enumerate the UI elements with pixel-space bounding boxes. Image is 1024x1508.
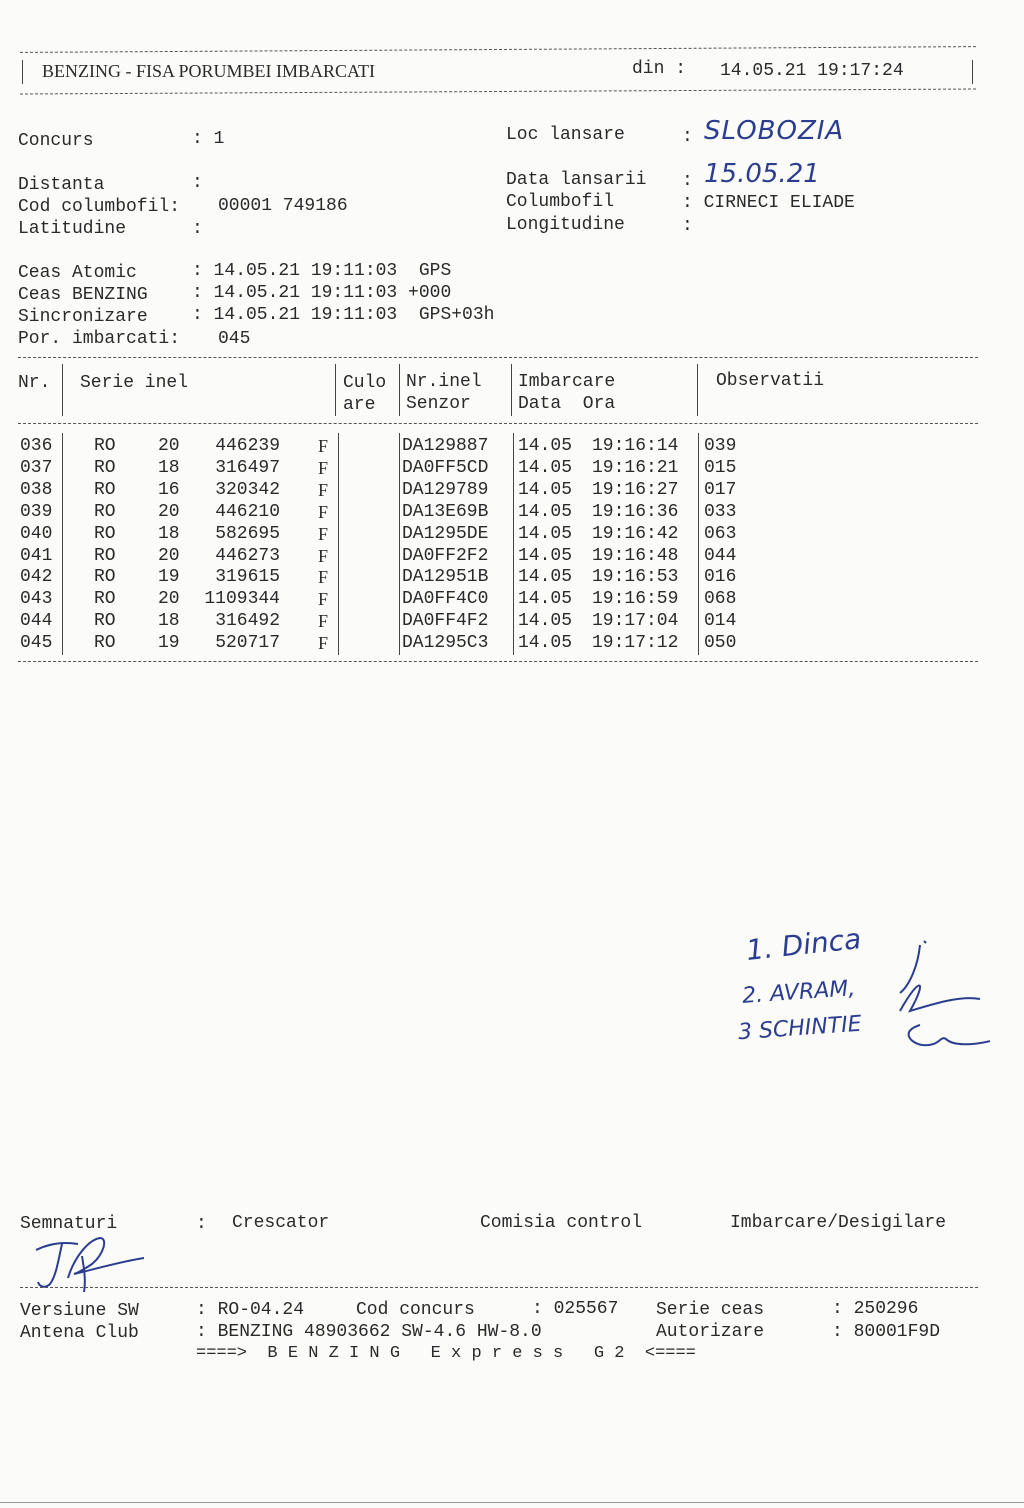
cell-obs: 033	[704, 501, 737, 522]
cell-nr: 045	[20, 633, 53, 654]
col-header-nr: Nr.	[18, 373, 51, 393]
cell-ring: 582695	[215, 523, 280, 544]
cell-sensor: DA12951B	[402, 567, 489, 588]
handwritten-note-2: 2. AVRAM,	[741, 976, 857, 1009]
cell-nr: 036	[20, 436, 53, 456]
cell-year: 19	[158, 567, 180, 588]
table-row	[0, 479, 1024, 501]
cell-date: 14.05	[518, 567, 573, 588]
col-header-imbarcare-2: Data Ora	[518, 394, 616, 414]
cell-time: 19:16:21	[592, 457, 679, 478]
table-row	[0, 566, 1024, 588]
cell-nr: 037	[20, 457, 53, 478]
longitudine-colon: :	[682, 216, 693, 236]
signature-imbarcare-label: Imbarcare/Desigilare	[730, 1213, 947, 1233]
cell-sex: F	[318, 501, 329, 522]
versiune-sw-label: Versiune SW	[20, 1301, 139, 1321]
cell-country: RO	[94, 567, 116, 588]
cell-date: 14.05	[518, 457, 573, 478]
cell-sensor: DA129887	[402, 436, 489, 456]
cell-nr: 040	[20, 523, 53, 544]
table-row	[0, 435, 1024, 457]
por-imbarcati-label: Por. imbarcati:	[18, 329, 181, 349]
col-divider-1	[62, 364, 63, 416]
handwritten-note-3: 3 SCHINTIE	[737, 1011, 863, 1046]
cell-year: 19	[158, 633, 180, 654]
latitudine-colon: :	[192, 219, 203, 239]
header-datetime: 14.05.21 19:17:24	[720, 61, 904, 81]
latitudine-label: Latitudine	[18, 219, 127, 239]
cell-sex: F	[318, 589, 329, 610]
data-lansarii-handwritten: 15.05.21	[704, 159, 820, 189]
table-bottom-border	[18, 661, 978, 662]
col-divider-4	[511, 364, 512, 416]
cell-sex: F	[318, 523, 329, 544]
cod-columbofil-label: Cod columbofil:	[18, 197, 181, 217]
cell-date: 14.05	[518, 611, 573, 632]
columbofil-value: : CIRNECI ELIADE	[682, 193, 855, 213]
cell-nr: 038	[20, 479, 53, 500]
cell-time: 19:17:12	[592, 633, 679, 654]
cell-country: RO	[94, 545, 116, 566]
cell-country: RO	[94, 589, 116, 610]
cell-sex: F	[318, 567, 329, 588]
cell-sex: F	[318, 633, 329, 654]
cell-year: 18	[158, 611, 180, 632]
header-top-border	[20, 46, 976, 53]
longitudine-label: Longitudine	[506, 215, 625, 235]
cell-year: 16	[158, 479, 180, 500]
autorizare-label: Autorizare	[656, 1322, 765, 1342]
cell-obs: 063	[704, 523, 737, 544]
table-row	[0, 501, 1024, 523]
ceas-benzing-label: Ceas BENZING	[18, 285, 148, 305]
columbofil-label: Columbofil	[506, 192, 615, 212]
cell-ring: 446239	[215, 436, 280, 456]
ceas-atomic-label: Ceas Atomic	[18, 263, 137, 283]
col-divider-5	[697, 364, 698, 416]
ceas-atomic-value: : 14.05.21 19:11:03 GPS	[192, 261, 452, 281]
cell-obs: 039	[704, 436, 737, 456]
loc-lansare-label: Loc lansare	[506, 125, 625, 145]
header-bottom-border	[20, 88, 976, 94]
cell-country: RO	[94, 457, 116, 478]
table-header-separator	[18, 423, 978, 424]
autorizare-value: : 80001F9D	[832, 1322, 941, 1342]
header-din-label: din :	[632, 59, 687, 79]
cell-year: 18	[158, 457, 180, 478]
distanta-colon: :	[192, 173, 203, 193]
cell-sensor: DA129789	[402, 479, 489, 500]
loc-lansare-handwritten: SLOBOZIA	[704, 116, 845, 146]
cell-time: 19:16:59	[592, 589, 679, 610]
serie-ceas-value: : 250296	[832, 1299, 919, 1319]
cell-country: RO	[94, 436, 116, 456]
cell-sensor: DA0FF5CD	[402, 457, 489, 478]
table-row	[0, 610, 1024, 632]
table-row	[0, 545, 1024, 567]
semnaturi-label: Semnaturi	[20, 1214, 118, 1234]
versiune-sw-value: : RO-04.24	[196, 1300, 305, 1320]
cell-ring: 316497	[215, 457, 280, 478]
col-header-observatii: Observatii	[716, 371, 825, 391]
table-row	[0, 457, 1024, 479]
antena-club-label: Antena Club	[20, 1323, 139, 1343]
cell-sensor: DA0FF2F2	[402, 545, 489, 566]
ceas-benzing-value: : 14.05.21 19:11:03 +000	[192, 283, 452, 303]
cell-year: 20	[158, 589, 180, 610]
cell-date: 14.05	[518, 501, 573, 522]
cell-sensor: DA13E69B	[402, 501, 489, 522]
col-divider-3	[399, 364, 400, 416]
cell-country: RO	[94, 611, 116, 632]
cell-year: 20	[158, 501, 180, 522]
signature-comisia-label: Comisia control	[480, 1213, 643, 1233]
col-divider-2	[335, 364, 336, 416]
cell-ring: 320342	[215, 479, 280, 500]
cell-nr: 043	[20, 589, 53, 610]
cell-ring: 319615	[215, 567, 280, 588]
table-row	[0, 523, 1024, 545]
signature-crescator-label: Crescator	[232, 1213, 330, 1233]
cod-columbofil-value: 00001 749186	[218, 196, 348, 216]
distanta-label: Distanta	[18, 175, 105, 195]
cell-ring: 1109344	[204, 589, 280, 610]
cell-sex: F	[318, 479, 329, 500]
cell-country: RO	[94, 633, 116, 654]
header-left-border	[22, 60, 23, 84]
loc-lansare-colon: :	[682, 127, 693, 147]
cell-nr: 039	[20, 501, 53, 522]
page-bottom-edge	[0, 1502, 1024, 1503]
cod-concurs-label: Cod concurs	[356, 1300, 475, 1320]
concurs-value: : 1	[192, 129, 225, 149]
antena-club-value: : BENZING 48903662 SW-4.6 HW-8.0	[196, 1322, 542, 1342]
cell-time: 19:17:04	[592, 611, 679, 632]
col-header-culoare-1: Culo	[343, 373, 387, 393]
sincronizare-value: : 14.05.21 19:11:03 GPS+03h	[192, 305, 495, 325]
cell-obs: 050	[704, 633, 737, 654]
cell-year: 20	[158, 436, 180, 456]
cell-obs: 014	[704, 611, 737, 632]
signature-marks-notes	[880, 935, 990, 1055]
cod-concurs-value: : 025567	[532, 1299, 619, 1319]
header-right-border	[972, 60, 973, 84]
cell-nr: 041	[20, 545, 53, 566]
cell-sensor: DA1295C3	[402, 633, 489, 654]
cell-sensor: DA0FF4F2	[402, 611, 489, 632]
cell-nr: 042	[20, 567, 53, 588]
cell-ring: 446273	[215, 545, 280, 566]
cell-sex: F	[318, 545, 329, 566]
cell-sensor: DA1295DE	[402, 523, 489, 544]
cell-sensor: DA0FF4C0	[402, 589, 489, 610]
cell-country: RO	[94, 501, 116, 522]
data-lansarii-colon: :	[682, 171, 693, 191]
cell-time: 19:16:42	[592, 523, 679, 544]
cell-sex: F	[318, 611, 329, 632]
cell-ring: 316492	[215, 611, 280, 632]
cell-date: 14.05	[518, 633, 573, 654]
cell-year: 20	[158, 545, 180, 566]
document-title: BENZING - FISA PORUMBEI IMBARCATI	[42, 61, 376, 81]
cell-year: 18	[158, 523, 180, 544]
table-row	[0, 588, 1024, 610]
cell-nr: 044	[20, 611, 53, 632]
cell-obs: 016	[704, 567, 737, 588]
cell-ring: 446210	[215, 501, 280, 522]
serie-ceas-label: Serie ceas	[656, 1300, 765, 1320]
cell-obs: 068	[704, 589, 737, 610]
col-header-nrinel-1: Nr.inel	[406, 372, 482, 392]
table-top-border	[18, 357, 978, 358]
cell-time: 19:16:36	[592, 501, 679, 522]
concurs-label: Concurs	[18, 131, 94, 151]
cell-time: 19:16:27	[592, 479, 679, 500]
cell-time: 19:16:48	[592, 545, 679, 566]
cell-obs: 044	[704, 545, 737, 566]
cell-sex: F	[318, 457, 329, 478]
benzing-express-banner: ====> B E N Z I N G E x p r e s s G 2 <====	[196, 1344, 696, 1363]
sincronizare-label: Sincronizare	[18, 307, 148, 327]
cell-time: 19:16:53	[592, 567, 679, 588]
footer-separator	[20, 1287, 978, 1288]
handwritten-note-1: 1. Dinca	[744, 922, 863, 967]
semnaturi-colon: :	[196, 1214, 207, 1234]
por-imbarcati-value: 045	[218, 329, 251, 349]
table-row	[0, 632, 1024, 654]
col-header-serie: Serie inel	[80, 373, 189, 393]
cell-time: 19:16:14	[592, 436, 679, 456]
cell-country: RO	[94, 523, 116, 544]
cell-obs: 015	[704, 457, 737, 478]
cell-obs: 017	[704, 479, 737, 500]
col-header-culoare-2: are	[343, 395, 376, 415]
cell-ring: 520717	[215, 633, 280, 654]
cell-date: 14.05	[518, 545, 573, 566]
data-lansarii-label: Data lansarii	[506, 170, 647, 190]
cell-date: 14.05	[518, 479, 573, 500]
cell-sex: F	[318, 436, 329, 456]
col-header-imbarcare-1: Imbarcare	[518, 372, 616, 392]
cell-date: 14.05	[518, 436, 573, 456]
cell-country: RO	[94, 479, 116, 500]
col-header-nrinel-2: Senzor	[406, 394, 471, 414]
cell-date: 14.05	[518, 523, 573, 544]
cell-date: 14.05	[518, 589, 573, 610]
